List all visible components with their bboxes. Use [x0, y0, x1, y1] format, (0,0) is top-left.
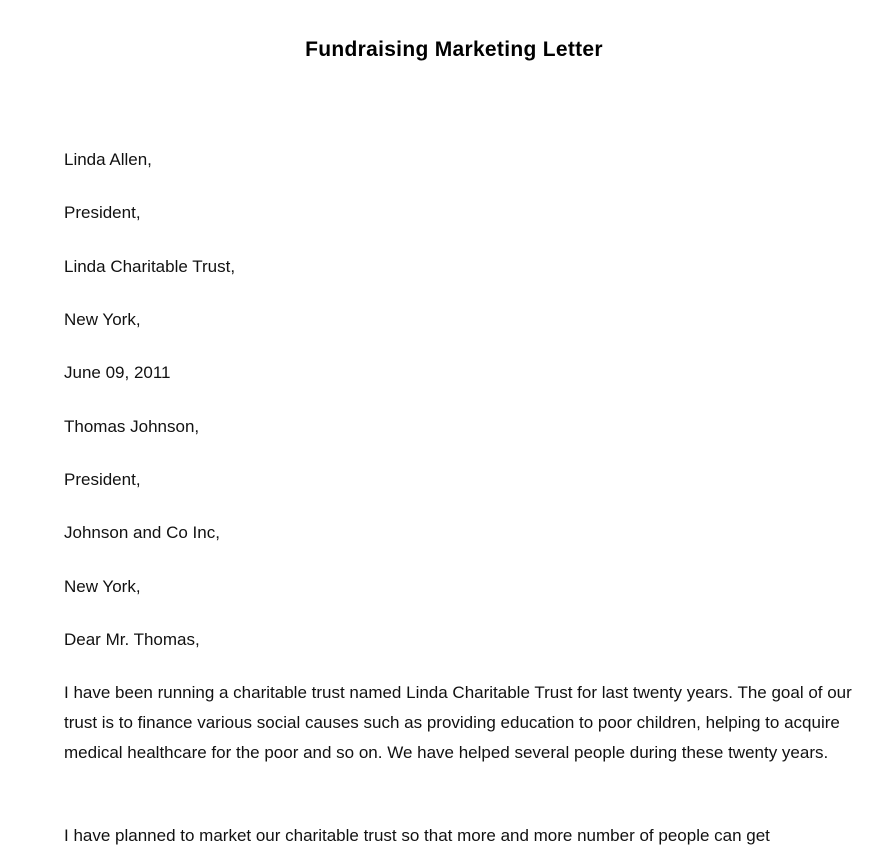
document-title: Fundraising Marketing Letter [305, 38, 603, 61]
recipient-name: Thomas Johnson, [64, 417, 200, 436]
body-paragraph: I have planned to market our charitable trust so that more and more number of people can get [64, 826, 770, 845]
recipient-position: President, [64, 470, 141, 489]
recipient-city: New York, [64, 577, 141, 596]
sender-city: New York, [64, 310, 141, 329]
recipient-organization: Johnson and Co Inc, [64, 523, 220, 542]
letter-date: June 09, 2011 [64, 363, 171, 382]
sender-position: President, [64, 203, 141, 222]
sender-organization: Linda Charitable Trust, [64, 257, 236, 276]
salutation: Dear Mr. Thomas, [64, 630, 200, 649]
body-paragraph: I have been running a charitable trust named Linda Charitable Trust for last twenty years. The goal of our trust is to finance various social causes such as providing education to poor children, helping to acquire medical healthcare for the poor and so on. We have helped several people during these twenty years. [64, 683, 852, 762]
sender-name: Linda Allen, [64, 150, 152, 169]
